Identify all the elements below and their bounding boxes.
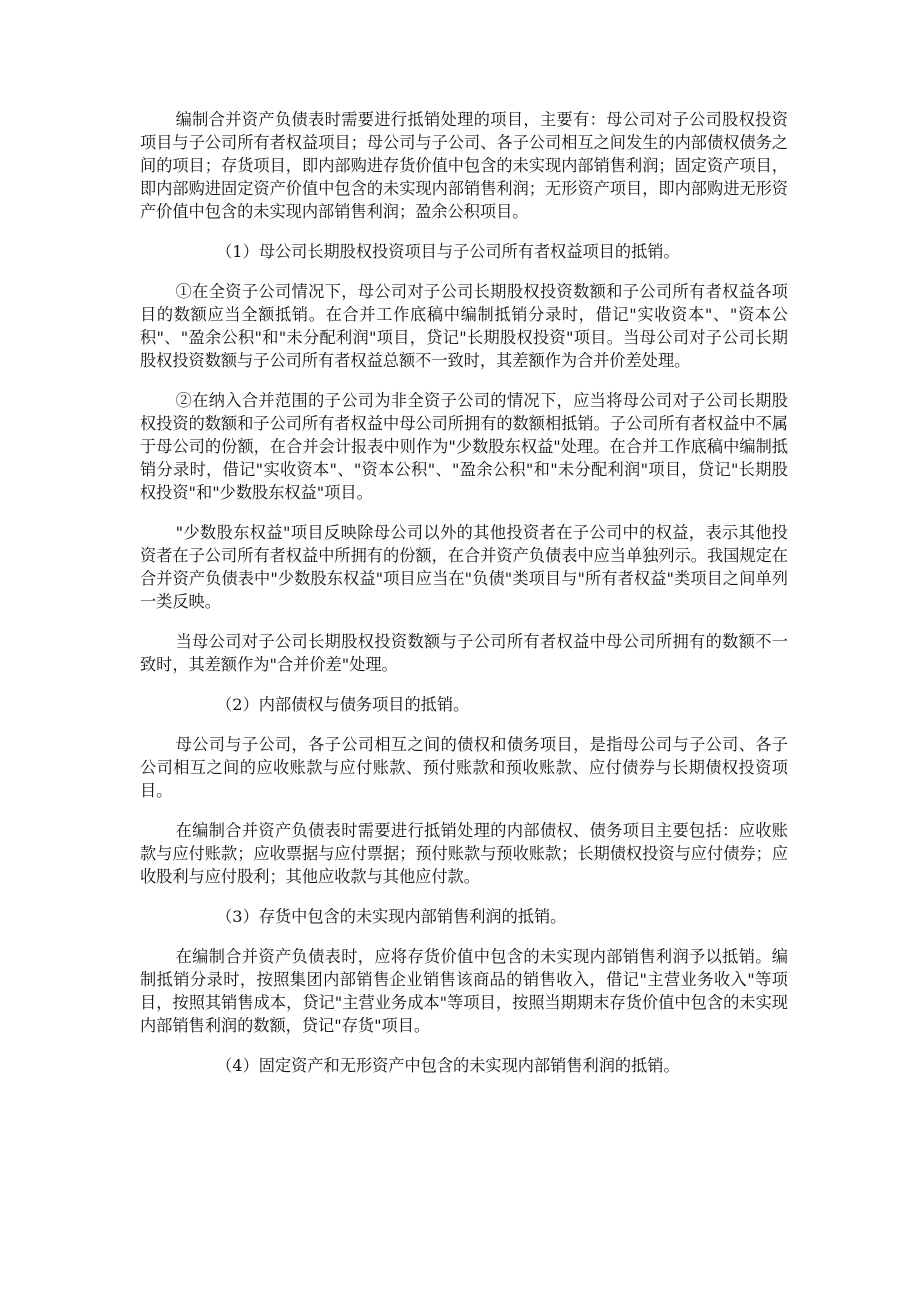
intro-paragraph: 编制合并资产负债表时需要进行抵销处理的项目，主要有：母公司对子公司股权投资项目与子公司所有者权益项目；母公司与子公司、各子公司相互之间发生的内部债权债务之间的项目；存货项目，即内部购进存货价值中包含的未实现内部销售利润；固定资产项目，即内部购进固定资产价值中包含的未实现内部销售利润；无形资产项目，即内部购进无形资产价值中包含的未实现内部销售利润；盈余公积项目。 (140, 110, 788, 221)
paragraph-1c: "少数股东权益"项目反映除母公司以外的其他投资者在子公司中的权益，表示其他投资者在子公司所有者权益中所拥有的份额，在合并资产负债表中应当单独列示。我国规定在合并资产负债表中"少数股东权益"项目应当在"负债"类项目与"所有者权益"类项目之间单列一类反映。 (140, 523, 788, 611)
paragraph-1a: ①在全资子公司情况下，母公司对子公司长期股权投资数额和子公司所有者权益各项目的数额应当全额抵销。在合并工作底稿中编制抵销分录时，借记"实收资本"、"资本公积"、"盈余公积"和"未分配利润"项目，贷记"长期股权投资"项目。当母公司对子公司长期股权投资数额与子公司所有者权益总额不一致时，其差额作为合并价差处理。 (140, 282, 788, 370)
paragraph-2b: 在编制合并资产负债表时需要进行抵销处理的内部债权、债务项目主要包括：应收账款与应付账款；应收票据与应付票据；预付账款与预收账款；长期债权投资与应付债券；应收股利与应付股利；其他应收款与其他应付款。 (140, 821, 788, 886)
section-heading-4: （4）固定资产和无形资产中包含的未实现内部销售利润的抵销。 (216, 1056, 680, 1075)
paragraph-1b: ②在纳入合并范围的子公司为非全资子公司的情况下，应当将母公司对子公司长期股权投资的数额和子公司所有者权益中母公司所拥有的数额相抵销。子公司所有者权益中不属于母公司的份额，在合并会计报表中则作为"少数股东权益"处理。在合并工作底稿中编制抵销分录时，借记"实收资本"、"资本公积"、"盈余公积"和"未分配利润"项目，贷记"长期股权投资"和"少数股东权益"项目。 (140, 391, 788, 502)
paragraph-3a: 在编制合并资产负债表时，应将存货价值中包含的未实现内部销售利润予以抵销。编制抵销分录时，按照集团内部销售企业销售该商品的销售收入，借记"主营业务收入"等项目，按照其销售成本，贷记"主营业务成本"等项目，按照当期期末存货价值中包含的未实现内部销售利润的数额，贷记"存货"项目。 (140, 947, 788, 1035)
section-heading-3: （3）存货中包含的未实现内部销售利润的抵销。 (216, 907, 567, 926)
section-heading-2: （2）内部债权与债务项目的抵销。 (216, 695, 470, 714)
paragraph-2a: 母公司与子公司，各子公司相互之间的债权和债务项目，是指母公司与子公司、各子公司相互之间的应收账款与应付账款、预付账款和预收账款、应付债券与长期债权投资项目。 (140, 735, 788, 800)
paragraph-1d: 当母公司对子公司长期股权投资数额与子公司所有者权益中母公司所拥有的数额不一致时，其差额作为"合并价差"处理。 (140, 632, 788, 674)
document-body (140, 108, 788, 1094)
section-heading-1: （1）母公司长期股权投资项目与子公司所有者权益项目的抵销。 (216, 242, 680, 261)
